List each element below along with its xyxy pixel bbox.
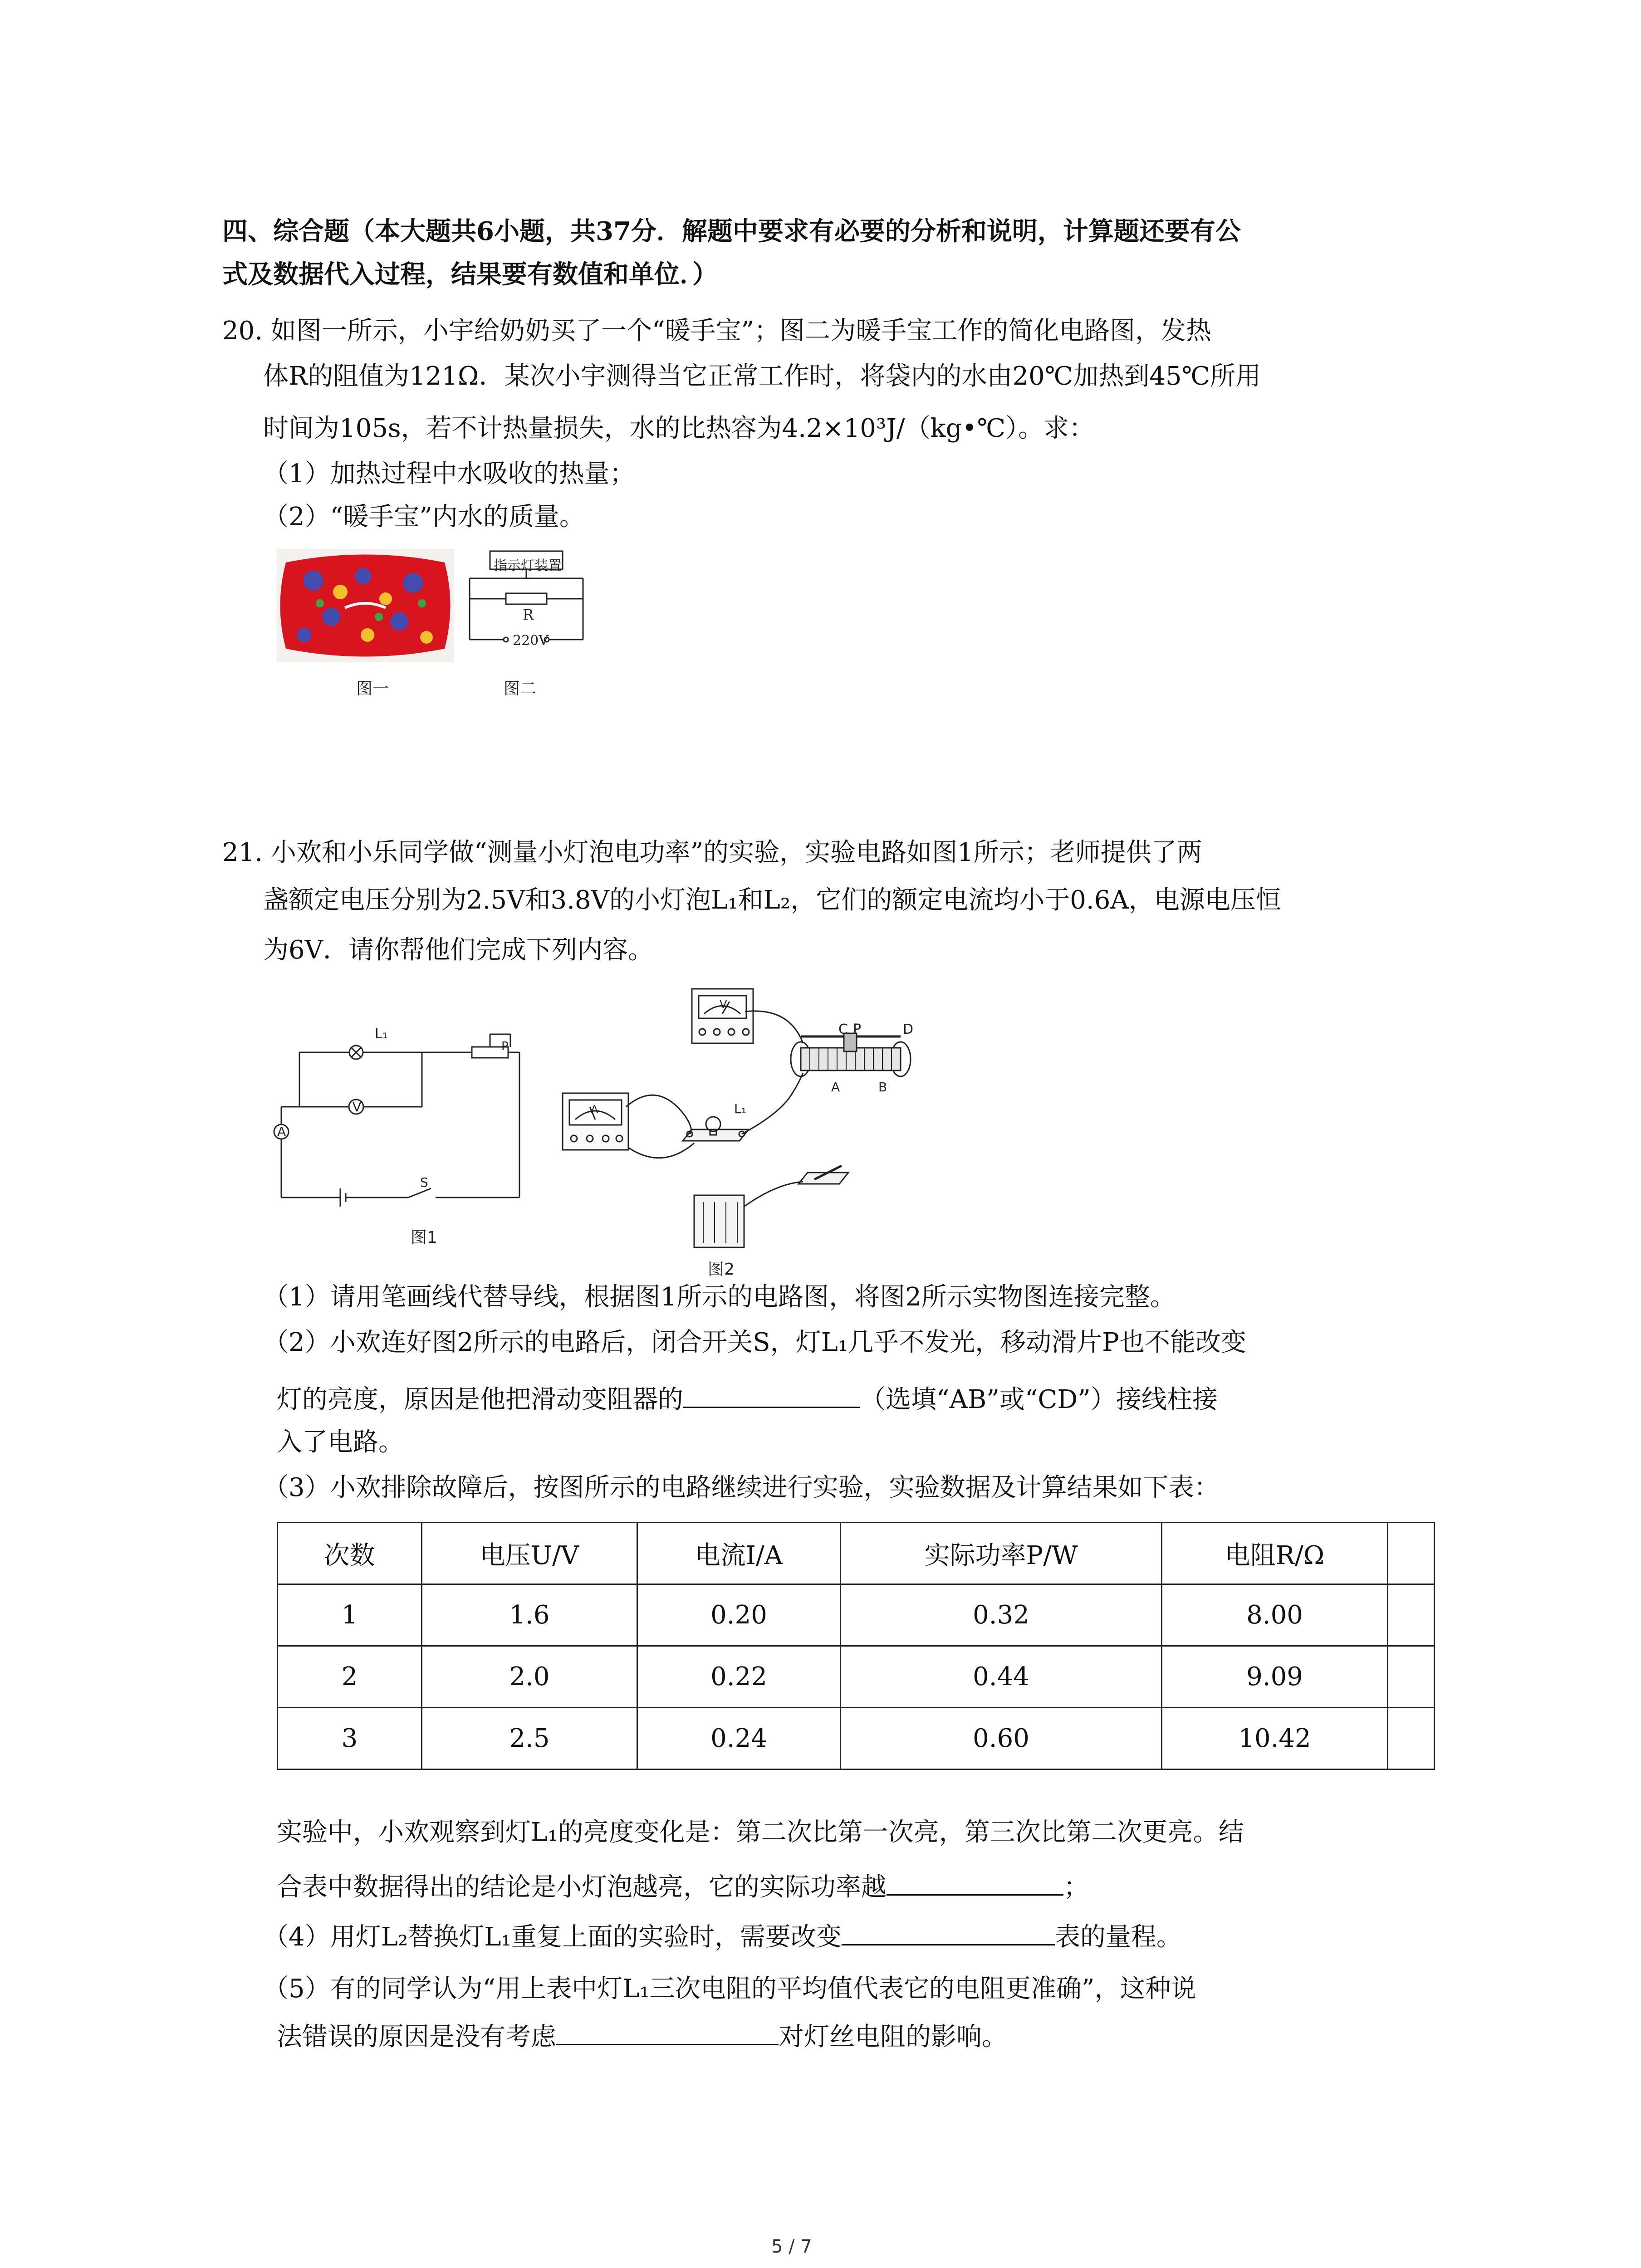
q21-fig2-label-d: D (903, 1022, 914, 1037)
q21-sub4-text-a: （4）用灯L₂替换灯L₁重复上面的实验时，需要改变 (263, 1922, 842, 1952)
q21-fig2-label-b: B (878, 1080, 887, 1095)
q21-fig2-ammeter-label: A (591, 1103, 598, 1116)
q20-fig2-resistor-label: R (523, 606, 534, 623)
q21-sub2-line2 (277, 1381, 1218, 1418)
table-cell: 8.00 (1162, 1584, 1388, 1646)
table-header-cell: 电压U/V (422, 1523, 637, 1584)
q20-fig1-caption: 图一 (356, 679, 389, 698)
table-row (278, 1584, 1435, 1646)
table-cell (1388, 1708, 1435, 1769)
q21-line2: 盏额定电压分别为2.5V和3.8V的小灯泡L₁和L₂，它们的额定电流均小于0.6A，电源电压恒 (263, 885, 1281, 915)
table-cell: 2 (278, 1646, 422, 1708)
table-header-row (278, 1523, 1435, 1584)
q21-fig2-caption: 图2 (708, 1260, 735, 1279)
q21-after-table-line1: 实验中，小欢观察到灯L₁的亮度变化是：第二次比第一次亮，第三次比第二次更亮。结 (277, 1818, 1244, 1847)
table-header-cell: 电阻R/Ω (1162, 1523, 1388, 1584)
q21-sub5-line2-text-b: 对灯丝电阻的影响。 (779, 2022, 1007, 2052)
table-cell: 1 (278, 1584, 422, 1646)
q21-fig2-voltmeter-label: V (720, 998, 727, 1011)
q21-circuit-schematic (272, 1016, 526, 1216)
table-cell: 0.32 (841, 1584, 1162, 1646)
q20-fig2-caption: 图二 (504, 679, 537, 698)
table-cell: 0.44 (841, 1646, 1162, 1708)
q21-after-table-line2-end: ； (1063, 1872, 1089, 1902)
q20-fig2-box-label: 指示灯装置 (494, 558, 562, 574)
q21-sub1: （1）请用笔画线代替导线，根据图1所示的电路图，将图2所示实物图连接完整。 (263, 1282, 1176, 1312)
q21-sub5-answer-blank[interactable] (556, 2019, 779, 2045)
q21-sub4-text-b: 表的量程。 (1054, 1922, 1182, 1952)
page-number: 5 / 7 (771, 2236, 812, 2257)
experiment-data-table (277, 1522, 1435, 1770)
q21-sub5-line2 (277, 2019, 1007, 2055)
q21-fig1-lamp-label: L₁ (375, 1026, 388, 1042)
section-heading-line1: 四、综合题（本大题共6小题，共37分．解题中要求有必要的分析和说明，计算题还要有公 (222, 216, 1241, 246)
table-header-cell (1388, 1523, 1435, 1584)
q21-after-table-line2-text: 合表中数据得出的结论是小灯泡越亮，它的实际功率越 (277, 1872, 887, 1902)
q21-fig1-slider-label: P (501, 1040, 509, 1053)
hand-warmer-photo (277, 549, 454, 662)
table-header-cell: 实际功率P/W (841, 1523, 1162, 1584)
q21-fig1-caption: 图1 (411, 1228, 437, 1247)
q20-line2: 体R的阻值为121Ω．某次小宇测得当它正常工作时，将袋内的水由20℃加热到45℃所用 (263, 362, 1261, 391)
q21-sub2-line1: （2）小欢连好图2所示的电路后，闭合开关S，灯L₁几乎不发光，移动滑片P也不能改变 (263, 1328, 1246, 1357)
table-cell: 3 (278, 1708, 422, 1769)
q21-apparatus-drawing (558, 980, 953, 1266)
table-cell (1388, 1584, 1435, 1646)
q21-sub5-line1: （5）有的同学认为“用上表中灯L₁三次电阻的平均值代表它的电阻更准确”，这种说 (263, 1974, 1196, 2004)
q20-fig2-voltage-label: 220V (513, 633, 549, 649)
q21-after-table-line2 (277, 1869, 1089, 1906)
table-header-cell: 电流I/A (637, 1523, 841, 1584)
q21-sub2-line2-text-b: （选填“AB”或“CD”）接线柱接 (860, 1385, 1218, 1414)
q21-sub2-answer-blank[interactable] (683, 1381, 860, 1408)
q21-fig2-label-a: A (831, 1080, 840, 1095)
table-cell: 0.60 (841, 1708, 1162, 1769)
table-cell: 0.20 (637, 1584, 841, 1646)
q21-line3: 为6V．请你帮他们完成下列内容。 (263, 935, 654, 965)
table-cell: 2.0 (422, 1646, 637, 1708)
q21-sub2-line2-text-a: 灯的亮度，原因是他把滑动变阻器的 (277, 1385, 683, 1414)
table-cell (1388, 1646, 1435, 1708)
q21-sub2-line3: 入了电路。 (277, 1427, 404, 1457)
section-heading-line2: 式及数据代入过程，结果要有数值和单位．） (222, 259, 718, 289)
table-cell: 9.09 (1162, 1646, 1388, 1708)
q20-sub2: （2）“暖手宝”内水的质量。 (263, 502, 585, 532)
table-header-cell: 次数 (278, 1523, 422, 1584)
q20-line1: 20. 如图一所示，小宇给奶奶买了一个“暖手宝”；图二为暖手宝工作的简化电路图，发热 (222, 316, 1212, 346)
table-row (278, 1646, 1435, 1708)
table-cell: 0.24 (637, 1708, 841, 1769)
table-cell: 1.6 (422, 1584, 637, 1646)
table-cell: 0.22 (637, 1646, 841, 1708)
q21-fig1-switch-label: S (420, 1175, 428, 1190)
q21-fig2-lamp-label: L₁ (734, 1101, 746, 1116)
q21-sub3-answer-blank[interactable] (887, 1869, 1063, 1896)
q21-line1: 21. 小欢和小乐同学做“测量小灯泡电功率”的实验，实验电路如图1所示；老师提供了两 (222, 838, 1202, 867)
table-cell: 2.5 (422, 1708, 637, 1769)
q21-sub4 (263, 1919, 1182, 1955)
q21-sub3: （3）小欢排除故障后，按图所示的电路继续进行实验，实验数据及计算结果如下表： (263, 1473, 1220, 1502)
q20-sub1: （1）加热过程中水吸收的热量； (263, 459, 635, 489)
q21-fig2-label-p: P (853, 1022, 862, 1037)
table-row (278, 1708, 1435, 1769)
q21-fig1-ammeter-label: A (277, 1124, 286, 1139)
q21-fig1-voltmeter-label: V (353, 1100, 362, 1114)
table-cell: 10.42 (1162, 1708, 1388, 1769)
q21-sub4-answer-blank[interactable] (842, 1919, 1055, 1945)
q20-line3: 时间为105s，若不计热量损失，水的比热容为4.2×10³J/（kg•℃）。求： (263, 414, 1095, 443)
q21-fig2-label-c: C (838, 1022, 848, 1037)
q21-sub5-line2-text-a: 法错误的原因是没有考虑 (277, 2022, 556, 2052)
